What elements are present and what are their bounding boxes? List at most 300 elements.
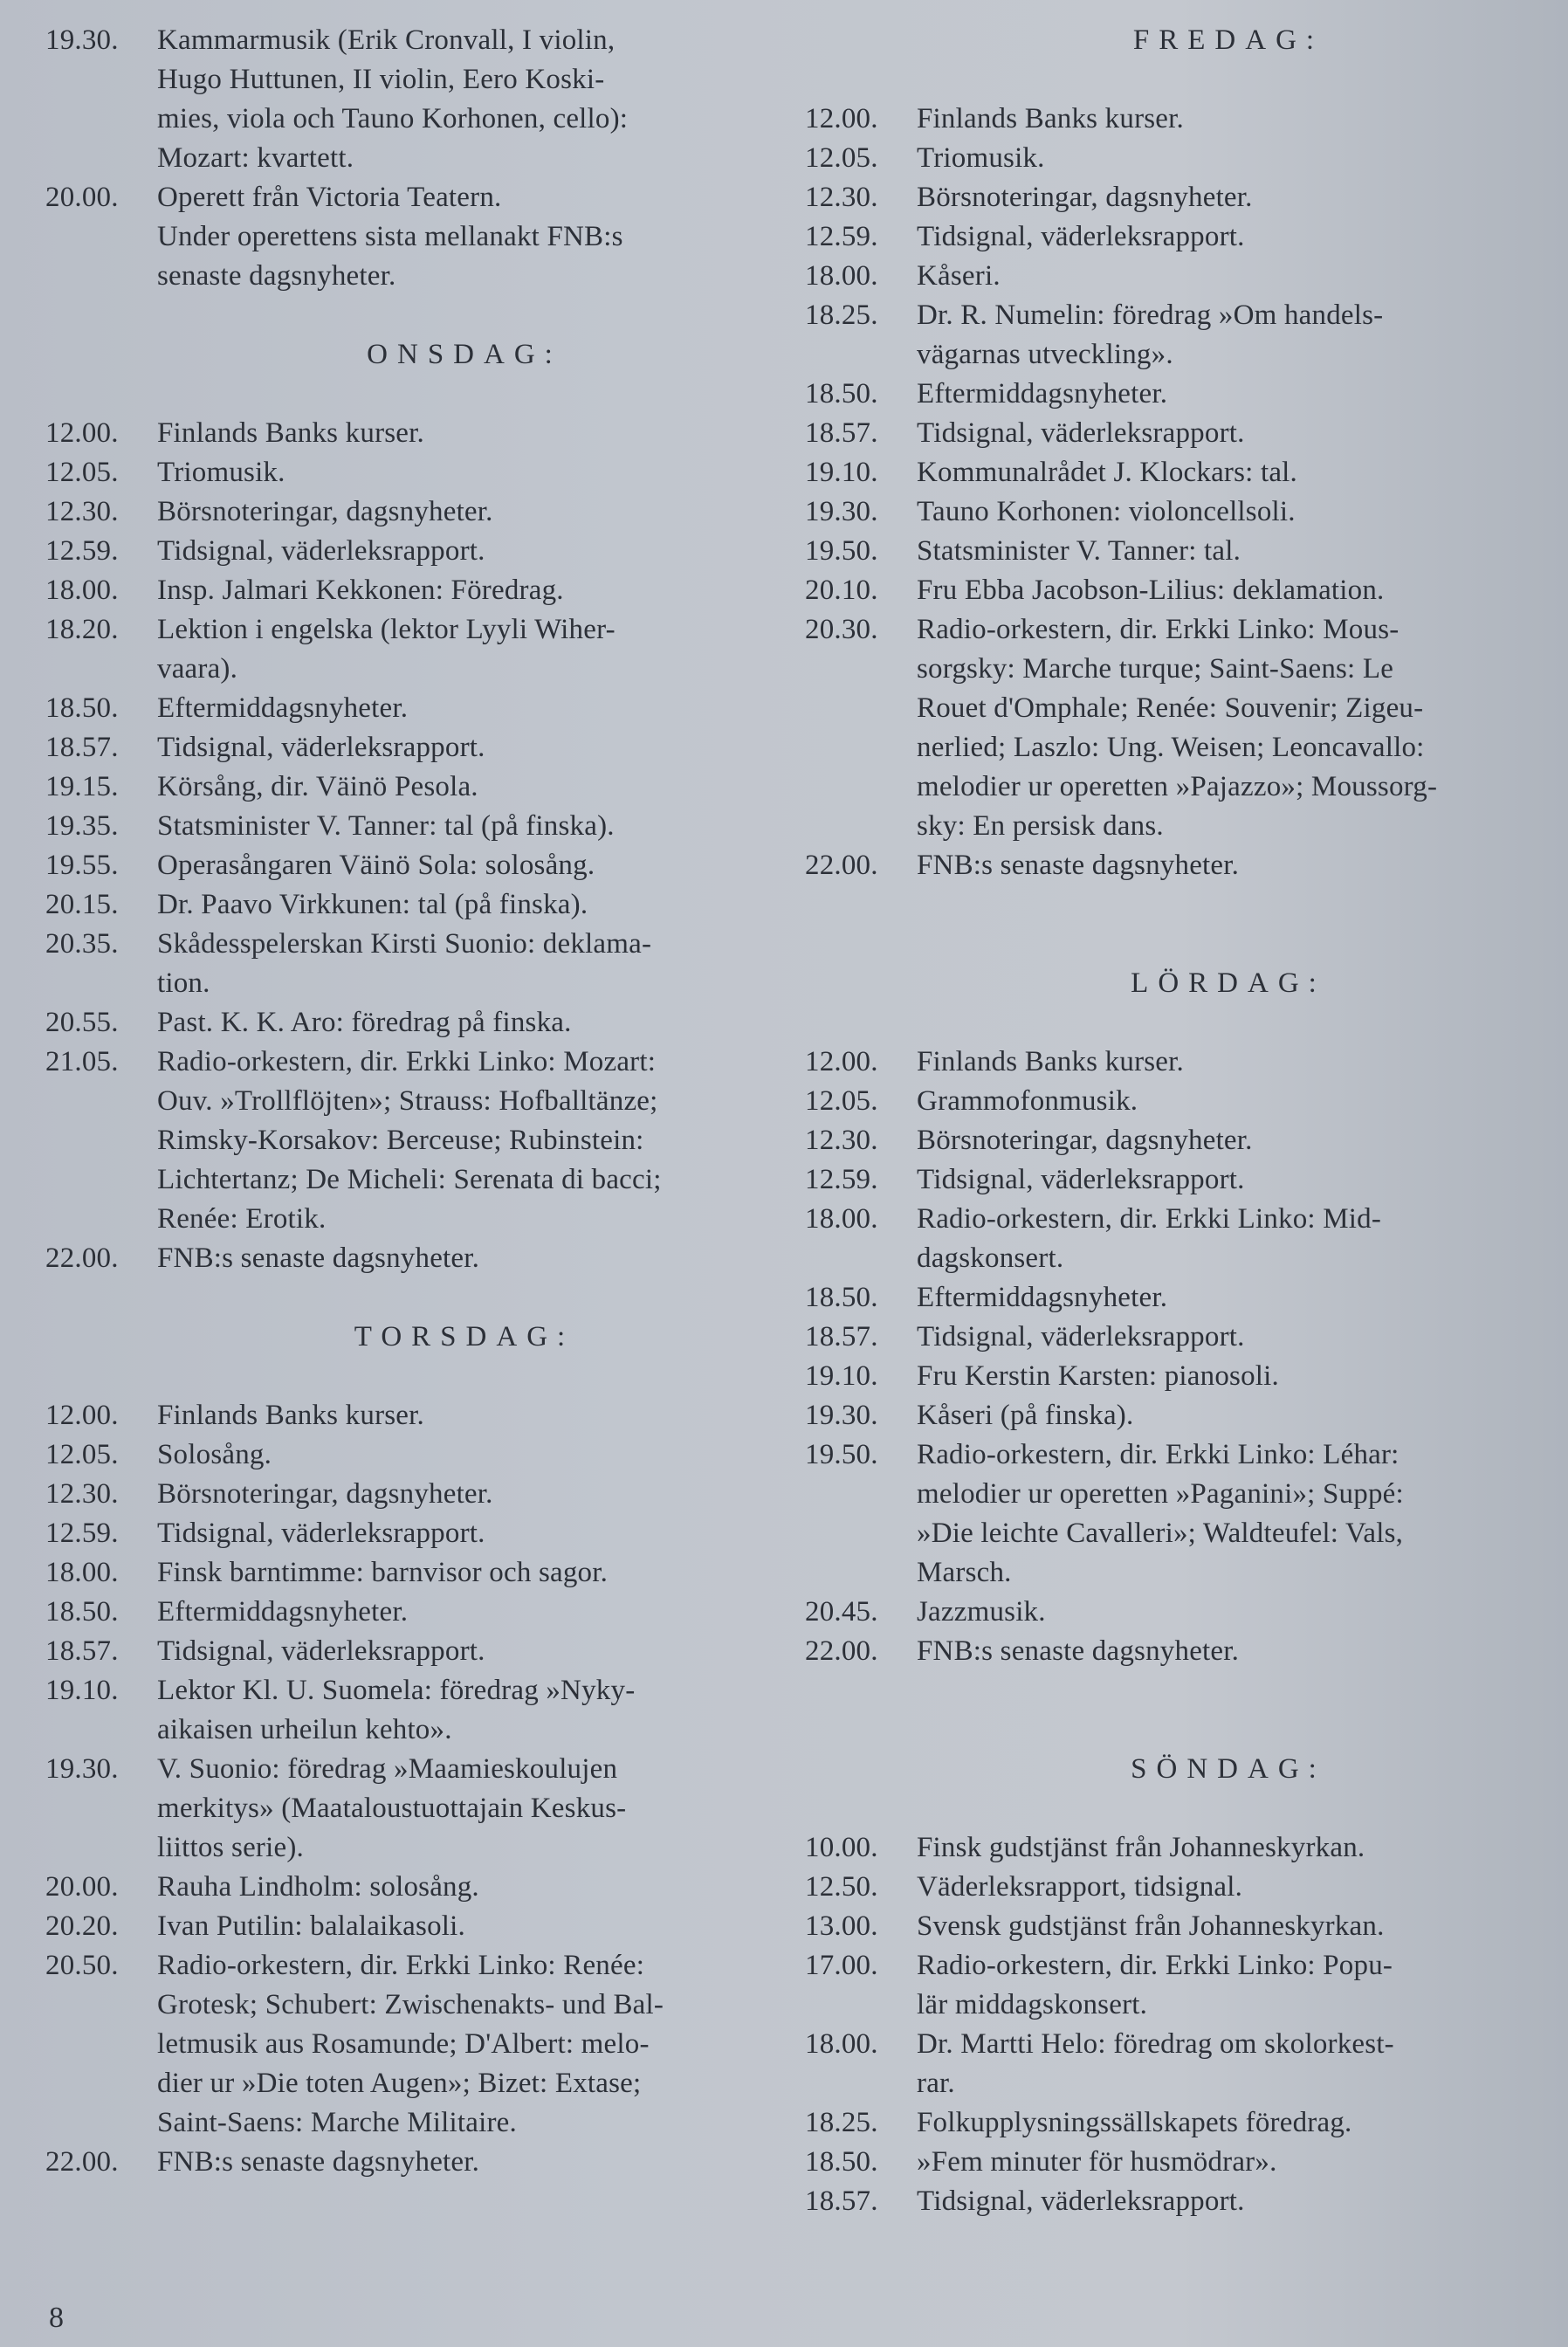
day-heading: LÖRDAG: <box>1131 967 1326 999</box>
program-text: Statsminister V. Tanner: tal. <box>917 535 1241 567</box>
time-label <box>45 60 157 100</box>
schedule-line <box>45 964 770 1003</box>
schedule-line <box>45 1907 770 1946</box>
schedule-line <box>805 1514 1538 1553</box>
day-heading: ONSDAG: <box>367 339 562 370</box>
program-text: vaara). <box>157 653 238 685</box>
program-text: lär middagskonsert. <box>917 1989 1148 2020</box>
schedule-line <box>805 728 1538 767</box>
time-label: 20.55. <box>45 1007 119 1038</box>
time-label: 12.30. <box>805 1125 878 1156</box>
schedule-line <box>45 610 770 650</box>
time-label <box>45 139 157 178</box>
schedule-line <box>805 2103 1538 2143</box>
time-label: 12.00. <box>45 1400 119 1431</box>
schedule-line <box>45 1710 770 1750</box>
schedule-line <box>805 217 1538 257</box>
program-text: Lektor Kl. U. Suomela: föredrag »Nyky- <box>157 1675 636 1706</box>
schedule-line <box>45 650 770 689</box>
schedule-line <box>45 178 770 217</box>
time-label: 12.05. <box>45 457 119 488</box>
program-text: Börsnoteringar, dagsnyheter. <box>157 496 493 527</box>
program-text: Saint-Saens: Marche Militaire. <box>157 2107 517 2138</box>
program-text: Kåseri (på finska). <box>917 1400 1134 1431</box>
schedule-line <box>805 492 1538 532</box>
day-heading: TORSDAG: <box>354 1321 575 1352</box>
schedule-line <box>45 1828 770 1868</box>
time-label <box>45 100 157 139</box>
program-text: aikaisen urheilun kehto». <box>157 1714 452 1745</box>
program-text: Finlands Banks kurser. <box>157 1400 424 1431</box>
schedule-line <box>805 1121 1538 1160</box>
schedule-line <box>45 689 770 728</box>
time-label <box>45 1082 157 1121</box>
spacer <box>805 925 1538 964</box>
program-text: »Fem minuter för husmödrar». <box>917 2146 1277 2178</box>
time-label <box>805 2064 917 2103</box>
schedule-line <box>45 21 770 60</box>
program-text: Tidsignal, väderleksrapport. <box>157 732 485 763</box>
schedule-line <box>805 1239 1538 1278</box>
time-label: 20.30. <box>805 614 878 645</box>
time-label: 18.50. <box>805 1282 878 1313</box>
schedule-line <box>805 2064 1538 2103</box>
schedule-line <box>45 1750 770 1789</box>
time-label: 20.10. <box>805 575 878 606</box>
time-label <box>805 807 917 846</box>
schedule-line <box>805 375 1538 414</box>
time-label: 20.50. <box>45 1950 119 1981</box>
time-label: 12.00. <box>45 417 119 449</box>
program-text: Mozart: kvartett. <box>157 142 354 174</box>
program-text: vägarnas utveckling». <box>917 339 1173 370</box>
time-label: 12.30. <box>45 496 119 527</box>
schedule-line <box>805 650 1538 689</box>
day-heading: FREDAG: <box>1132 24 1324 56</box>
program-text: Eftermiddagsnyheter. <box>917 1282 1168 1313</box>
schedule-line <box>45 1239 770 1278</box>
schedule-line <box>45 1789 770 1828</box>
schedule-line <box>45 1200 770 1239</box>
time-label: 19.15. <box>45 771 119 802</box>
program-text: Hugo Huttunen, II violin, Eero Koski- <box>157 64 605 95</box>
time-label: 18.25. <box>805 299 878 331</box>
left-column <box>45 21 770 2182</box>
time-label <box>805 728 917 767</box>
program-text: FNB:s senaste dagsnyheter. <box>917 850 1240 881</box>
schedule-line <box>805 1396 1538 1435</box>
program-text: Radio-orkestern, dir. Erkki Linko: Mid- <box>917 1203 1382 1235</box>
time-label: 12.59. <box>45 535 119 567</box>
time-label: 18.50. <box>45 692 119 724</box>
schedule-line <box>45 1553 770 1593</box>
program-text: Finlands Banks kurser. <box>917 103 1184 134</box>
program-text: Radio-orkestern, dir. Erkki Linko: Popu- <box>917 1950 1393 1981</box>
program-text: Grotesk; Schubert: Zwischenakts- und Bal- <box>157 1989 664 2020</box>
schedule-line <box>45 807 770 846</box>
time-label <box>805 335 917 375</box>
time-label <box>805 767 917 807</box>
time-label <box>45 1121 157 1160</box>
schedule-line <box>45 139 770 178</box>
schedule-line <box>45 1160 770 1200</box>
program-text: Radio-orkestern, dir. Erkki Linko: Mozart: <box>157 1046 657 1077</box>
schedule-line <box>805 846 1538 885</box>
program-text: Börsnoteringar, dagsnyheter. <box>917 1125 1253 1156</box>
schedule-line <box>805 139 1538 178</box>
time-label: 12.59. <box>805 221 878 252</box>
spacer <box>45 375 770 414</box>
schedule-line <box>45 2103 770 2143</box>
time-label: 21.05. <box>45 1046 119 1077</box>
schedule-line <box>805 1043 1538 1082</box>
program-text: nerlied; Laszlo: Ung. Weisen; Leoncavallo: <box>917 732 1425 763</box>
time-label: 18.57. <box>805 417 878 449</box>
schedule-line <box>45 2143 770 2182</box>
time-label: 12.30. <box>805 182 878 213</box>
program-text: melodier ur operetten »Paganini»; Suppé: <box>917 1478 1404 1510</box>
program-text: letmusik aus Rosamunde; D'Albert: melo- <box>157 2028 650 2060</box>
schedule-line <box>45 453 770 492</box>
time-label: 18.00. <box>45 1557 119 1588</box>
time-label: 17.00. <box>805 1950 878 1981</box>
time-label: 22.00. <box>805 1635 878 1667</box>
time-label: 20.00. <box>45 182 119 213</box>
program-text: Past. K. K. Aro: föredrag på finska. <box>157 1007 572 1038</box>
schedule-line <box>805 414 1538 453</box>
time-label: 12.05. <box>805 142 878 174</box>
time-label <box>45 217 157 257</box>
time-label <box>805 1553 917 1593</box>
spacer <box>805 1789 1538 1828</box>
schedule-line <box>805 1632 1538 1671</box>
program-text: Operett från Victoria Teatern. <box>157 182 502 213</box>
spacer <box>805 1710 1538 1750</box>
program-text: Tidsignal, väderleksrapport. <box>917 2185 1245 2217</box>
program-text: Dr. Paavo Virkkunen: tal (på finska). <box>157 889 588 920</box>
time-label: 12.00. <box>805 1046 878 1077</box>
schedule-line <box>45 846 770 885</box>
schedule-line <box>805 1160 1538 1200</box>
program-text: dagskonsert. <box>917 1242 1064 1274</box>
program-text: liittos serie). <box>157 1832 304 1863</box>
schedule-line <box>45 1986 770 2025</box>
program-text: senaste dagsnyheter. <box>157 260 396 292</box>
schedule-line <box>805 767 1538 807</box>
program-text: Skådesspelerskan Kirsti Suonio: deklama- <box>157 928 652 960</box>
time-label: 20.00. <box>45 1871 119 1903</box>
time-label: 20.15. <box>45 889 119 920</box>
schedule-line <box>45 1671 770 1710</box>
program-text: Triomusik. <box>917 142 1045 174</box>
time-label: 18.20. <box>45 614 119 645</box>
time-label: 18.50. <box>805 2146 878 2178</box>
schedule-line <box>805 2143 1538 2182</box>
schedule-line <box>45 1475 770 1514</box>
schedule-line <box>805 1828 1538 1868</box>
time-label: 19.55. <box>45 850 119 881</box>
day-heading: SÖNDAG: <box>1131 1753 1326 1785</box>
schedule-line <box>45 2025 770 2064</box>
time-label <box>45 1828 157 1868</box>
program-text: Börsnoteringar, dagsnyheter. <box>917 182 1253 213</box>
program-text: Radio-orkestern, dir. Erkki Linko: Renée: <box>157 1950 645 1981</box>
schedule-line <box>45 767 770 807</box>
program-text: Folkupplysningssällskapets föredrag. <box>917 2107 1352 2138</box>
spacer <box>805 1671 1538 1710</box>
schedule-line <box>805 296 1538 335</box>
schedule-line <box>805 1553 1538 1593</box>
program-text: Väderleksrapport, tidsignal. <box>917 1871 1243 1903</box>
program-text: Tidsignal, väderleksrapport. <box>917 417 1245 449</box>
program-text: dier ur »Die toten Augen»; Bizet: Extase; <box>157 2068 642 2099</box>
schedule-line <box>45 1043 770 1082</box>
schedule-line <box>45 100 770 139</box>
program-text: Börsnoteringar, dagsnyheter. <box>157 1478 493 1510</box>
program-text: Kåseri. <box>917 260 1001 292</box>
program-text: Eftermiddagsnyheter. <box>917 378 1168 410</box>
schedule-line <box>805 1278 1538 1318</box>
spacer <box>45 1278 770 1318</box>
program-text: Svensk gudstjänst från Johanneskyrkan. <box>917 1910 1385 1942</box>
schedule-line <box>45 60 770 100</box>
schedule-line <box>45 1514 770 1553</box>
program-text: Under operettens sista mellanakt FNB:s <box>157 221 623 252</box>
schedule-line <box>45 1946 770 1986</box>
schedule-line <box>45 1632 770 1671</box>
time-label <box>45 1710 157 1750</box>
time-label: 18.00. <box>45 575 119 606</box>
schedule-line <box>805 1082 1538 1121</box>
program-text: Insp. Jalmari Kekkonen: Föredrag. <box>157 575 564 606</box>
schedule-line <box>805 453 1538 492</box>
time-label <box>45 2064 157 2103</box>
spacer <box>805 60 1538 100</box>
program-text: Triomusik. <box>157 457 285 488</box>
program-text: Radio-orkestern, dir. Erkki Linko: Mous- <box>917 614 1400 645</box>
program-text: Tidsignal, väderleksrapport. <box>157 1635 485 1667</box>
schedule-line <box>45 2064 770 2103</box>
schedule-line <box>805 1357 1538 1396</box>
schedule-line <box>805 1986 1538 2025</box>
program-text: Jazzmusik. <box>917 1596 1046 1628</box>
program-text: Tidsignal, väderleksrapport. <box>917 1164 1245 1195</box>
program-text: Eftermiddagsnyheter. <box>157 692 409 724</box>
program-text: Grammofonmusik. <box>917 1085 1138 1117</box>
schedule-line <box>805 335 1538 375</box>
program-text: mies, viola och Tauno Korhonen, cello): <box>157 103 629 134</box>
schedule-line <box>45 728 770 767</box>
time-label: 12.30. <box>45 1478 119 1510</box>
schedule-line <box>805 100 1538 139</box>
schedule-line <box>805 1435 1538 1475</box>
time-label: 12.00. <box>805 103 878 134</box>
schedule-line <box>45 885 770 925</box>
program-text: Tidsignal, väderleksrapport. <box>917 1321 1245 1352</box>
time-label <box>45 1986 157 2025</box>
schedule-line <box>45 1121 770 1160</box>
time-label: 18.00. <box>805 1203 878 1235</box>
schedule-line <box>805 257 1538 296</box>
time-label <box>805 1514 917 1553</box>
program-text: sky: En persisk dans. <box>917 810 1164 842</box>
time-label: 20.45. <box>805 1596 878 1628</box>
spacer <box>45 1357 770 1396</box>
schedule-line <box>805 571 1538 610</box>
schedule-line <box>45 571 770 610</box>
time-label <box>805 1239 917 1278</box>
schedule-line <box>45 492 770 532</box>
schedule-line <box>45 925 770 964</box>
schedule-line <box>45 1396 770 1435</box>
program-text: Dr. Martti Helo: föredrag om skolorkest- <box>917 2028 1394 2060</box>
schedule-line <box>45 532 770 571</box>
time-label <box>805 689 917 728</box>
time-label: 22.00. <box>45 2146 119 2178</box>
program-text: tion. <box>157 967 210 999</box>
schedule-line <box>805 1946 1538 1986</box>
time-label: 18.25. <box>805 2107 878 2138</box>
program-text: FNB:s senaste dagsnyheter. <box>157 1242 480 1274</box>
program-text: Marsch. <box>917 1557 1012 1588</box>
time-label: 12.50. <box>805 1871 878 1903</box>
time-label: 18.57. <box>45 1635 119 1667</box>
spacer <box>45 296 770 335</box>
program-text: sorgsky: Marche turque; Saint-Saens: Le <box>917 653 1394 685</box>
time-label: 19.30. <box>805 1400 878 1431</box>
schedule-line <box>805 807 1538 846</box>
program-text: Finlands Banks kurser. <box>917 1046 1184 1077</box>
time-label <box>805 650 917 689</box>
program-text: Finsk gudstjänst från Johanneskyrkan. <box>917 1832 1365 1863</box>
schedule-line <box>805 178 1538 217</box>
time-label: 18.57. <box>805 1321 878 1352</box>
program-text: Kammarmusik (Erik Cronvall, I violin, <box>157 24 616 56</box>
program-text: V. Suonio: föredrag »Maamieskoulujen <box>157 1753 618 1785</box>
program-text: Rauha Lindholm: solosång. <box>157 1871 479 1903</box>
time-label <box>45 257 157 296</box>
schedule-line <box>45 1593 770 1632</box>
time-label: 12.59. <box>805 1164 878 1195</box>
time-label <box>45 2025 157 2064</box>
program-text: melodier ur operetten »Pajazzo»; Moussorg- <box>917 771 1438 802</box>
program-text: Körsång, dir. Väinö Pesola. <box>157 771 478 802</box>
time-label: 18.57. <box>45 732 119 763</box>
program-text: Tidsignal, väderleksrapport. <box>917 221 1245 252</box>
time-label <box>805 1986 917 2025</box>
program-text: FNB:s senaste dagsnyheter. <box>917 1635 1240 1667</box>
program-text: Finsk barntimme: barnvisor och sagor. <box>157 1557 609 1588</box>
schedule-line <box>45 217 770 257</box>
time-label: 19.50. <box>805 1439 878 1470</box>
program-text: Radio-orkestern, dir. Erkki Linko: Léhar: <box>917 1439 1400 1470</box>
time-label: 22.00. <box>805 850 878 881</box>
time-label <box>45 1200 157 1239</box>
schedule-line <box>805 2182 1538 2221</box>
program-text: merkitys» (Maataloustuottajain Keskus- <box>157 1793 627 1824</box>
schedule-line <box>805 1907 1538 1946</box>
page-number: 8 <box>49 2302 64 2334</box>
time-label: 19.30. <box>805 496 878 527</box>
program-text: Solosång. <box>157 1439 272 1470</box>
program-text: Operasångaren Väinö Sola: solosång. <box>157 850 595 881</box>
time-label: 18.50. <box>45 1596 119 1628</box>
time-label: 13.00. <box>805 1910 878 1942</box>
program-text: Finlands Banks kurser. <box>157 417 424 449</box>
time-label: 19.30. <box>45 1753 119 1785</box>
time-label: 18.57. <box>805 2185 878 2217</box>
schedule-line <box>805 1475 1538 1514</box>
time-label <box>45 650 157 689</box>
program-text: Rouet d'Omphale; Renée: Souvenir; Zigeu- <box>917 692 1424 724</box>
time-label <box>45 1789 157 1828</box>
time-label <box>45 1160 157 1200</box>
schedule-line <box>45 1868 770 1907</box>
program-text: Tidsignal, väderleksrapport. <box>157 1518 485 1549</box>
program-text: Fru Kerstin Karsten: pianosoli. <box>917 1360 1279 1392</box>
program-text: Lichtertanz; De Micheli: Serenata di bacci; <box>157 1164 662 1195</box>
time-label: 19.10. <box>805 1360 878 1392</box>
time-label: 22.00. <box>45 1242 119 1274</box>
schedule-line <box>45 1435 770 1475</box>
time-label: 12.05. <box>805 1085 878 1117</box>
right-column <box>805 21 1538 2221</box>
time-label <box>45 964 157 1003</box>
program-text: Eftermiddagsnyheter. <box>157 1596 409 1628</box>
program-text: Rimsky-Korsakov: Berceuse; Rubinstein: <box>157 1125 644 1156</box>
time-label: 19.30. <box>45 24 119 56</box>
time-label: 19.35. <box>45 810 119 842</box>
schedule-line <box>805 2025 1538 2064</box>
schedule-line <box>45 414 770 453</box>
program-text: Ouv. »Trollflöjten»; Strauss: Hofballtänze; <box>157 1085 658 1117</box>
program-text: Statsminister V. Tanner: tal (på finska). <box>157 810 615 842</box>
program-text: rar. <box>917 2068 955 2099</box>
program-text: Kommunalrådet J. Klockars: tal. <box>917 457 1298 488</box>
program-text: FNB:s senaste dagsnyheter. <box>157 2146 480 2178</box>
time-label: 18.00. <box>805 260 878 292</box>
schedule-line <box>45 1082 770 1121</box>
schedule-line <box>805 1200 1538 1239</box>
program-text: Fru Ebba Jacobson-Lilius: deklamation. <box>917 575 1385 606</box>
schedule-line <box>45 1003 770 1043</box>
time-label: 19.10. <box>45 1675 119 1706</box>
time-label: 19.50. <box>805 535 878 567</box>
program-text: Lektion i engelska (lektor Lyyli Wiher- <box>157 614 616 645</box>
time-label: 10.00. <box>805 1832 878 1863</box>
time-label: 18.00. <box>805 2028 878 2060</box>
time-label: 20.20. <box>45 1910 119 1942</box>
time-label: 12.59. <box>45 1518 119 1549</box>
schedule-line <box>805 532 1538 571</box>
schedule-line <box>805 610 1538 650</box>
program-text: Tauno Korhonen: violoncellsoli. <box>917 496 1296 527</box>
time-label: 12.05. <box>45 1439 119 1470</box>
program-text: Tidsignal, väderleksrapport. <box>157 535 485 567</box>
program-text: Dr. R. Numelin: föredrag »Om handels- <box>917 299 1384 331</box>
spacer <box>805 1003 1538 1043</box>
schedule-line <box>805 1868 1538 1907</box>
program-text: Renée: Erotik. <box>157 1203 327 1235</box>
schedule-line <box>45 257 770 296</box>
schedule-line <box>805 689 1538 728</box>
time-label: 19.10. <box>805 457 878 488</box>
time-label <box>45 2103 157 2143</box>
schedule-line <box>805 1593 1538 1632</box>
time-label: 20.35. <box>45 928 119 960</box>
spacer <box>805 885 1538 925</box>
schedule-line <box>805 1318 1538 1357</box>
